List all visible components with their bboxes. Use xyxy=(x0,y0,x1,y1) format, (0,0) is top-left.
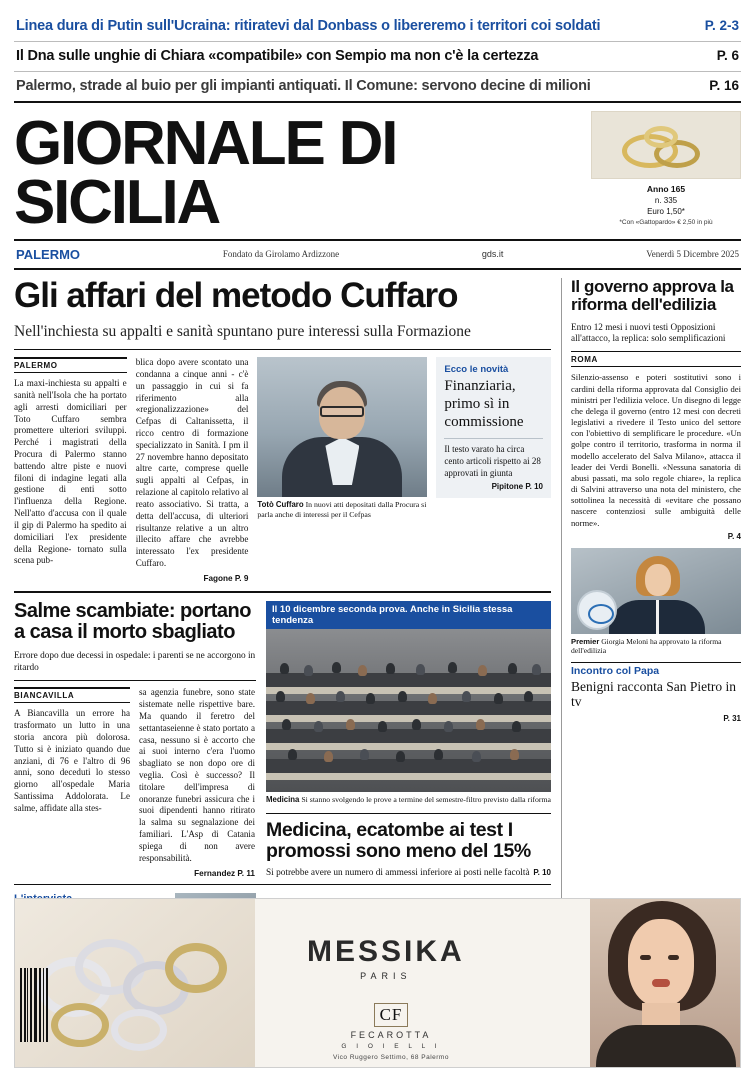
edition-date: Venerdì 5 Dicembre 2025 xyxy=(646,249,739,260)
teaser-item[interactable] xyxy=(14,12,741,42)
ad-jeweler-monogram: CF xyxy=(374,1003,409,1027)
teaser-item[interactable] xyxy=(14,42,741,72)
edition-price-note: *Con «Gattopardo» € 2,50 in più xyxy=(619,219,713,227)
lead-article xyxy=(14,350,551,583)
teaser-item[interactable] xyxy=(14,72,741,101)
lead-photo-caption xyxy=(257,500,427,519)
teaser-text: Il Dna sulle unghie di Chiara «compatibile» con Sempio ma non c'è la certezza xyxy=(16,48,539,64)
lead-photo-block xyxy=(257,357,427,583)
photo-caption-name: Totò Cuffaro xyxy=(257,500,304,510)
page-content xyxy=(14,270,741,976)
jewelry-promo-image xyxy=(591,111,741,179)
main-column xyxy=(14,275,551,976)
medicina-page: P. 10 xyxy=(533,867,551,877)
medicina-headline[interactable]: Medicina, ecatombe ai test I promossi sono meno del 15% xyxy=(266,818,531,862)
lead-body-1: La maxi-inchiesta su appalti e sanità nell'Isola che ha portato agli arresti domiciliari per Toto Cuffaro sembra promettere ulteriori sviluppi. Perché i magistrati della Procura di Palermo stanno battendo altre piste e nuovi filoni di indagine legati alla gestione di enti sotto l'influenza della Regione. Nell'atto d'accusa con il quale il gip di Palermo ha spedito ai domiciliari l'ex presidente della Regione- tornato sulla scena pub- xyxy=(14,378,127,566)
teaser-text: Palermo, strade al buio per gli impianti antiquati. Il Comune: servono decine di milioni xyxy=(16,78,591,94)
novita-title: Finanziaria, primo sì in commissione xyxy=(444,378,524,430)
photo-caption-text: Si stanno svolgendo le prove a termine del semestre-filtro previsto dalla riforma xyxy=(301,794,551,804)
ad-jeweler-name: FECAROTTA xyxy=(350,1030,432,1040)
barcode xyxy=(20,968,50,1054)
ad-jeweler-sub: G I O I E L L I xyxy=(341,1043,441,1050)
side-kicker: ROMA xyxy=(571,352,741,367)
ad-rings-image xyxy=(15,899,255,1067)
side-column xyxy=(561,278,741,976)
lead-text-column xyxy=(14,357,127,583)
edition-info xyxy=(591,184,741,228)
salme-article[interactable] xyxy=(14,601,256,878)
lead-text-column xyxy=(136,357,249,583)
photo-caption-name: Premier xyxy=(571,636,600,646)
website-url[interactable]: gds.it xyxy=(481,249,504,260)
masthead-promo xyxy=(591,111,741,228)
edition-city: PALERMO xyxy=(16,246,81,262)
medicina-article[interactable] xyxy=(266,601,551,878)
masthead xyxy=(14,103,741,237)
meloni-photo xyxy=(571,548,741,634)
teaser-page: P. 2-3 xyxy=(704,18,739,33)
novita-kicker: Ecco le novità xyxy=(444,364,509,376)
lead-subhead: Nell'inchiesta su appalti e sanità spuntano pure interessi sulla Formazione xyxy=(14,323,551,350)
teaser-bar xyxy=(14,0,741,103)
side-headline[interactable]: Il governo approva la riforma dell'edilizia xyxy=(571,276,734,315)
lead-headline[interactable]: Gli affari del metodo Cuffaro xyxy=(14,275,458,315)
side-body: Silenzio-assenso e poteri sostitutivi sono i cardini della riforma approvata dal Consiglio dei ministri per l'edilizia veloce. Un disegno di legge che delega il governo (entro 12 mesi con decreti legislativi a rivedere il Testo unico del settore con l'obiettivo di semplificare le procedure. «Un golpe contro il territorio, trasforma in norma il modello accelerato del Salva Milano», attacca il leader dei Verdi Bonelli. «Nessuna sanatoria di abusi passati, ma solo regole chiare», la replica di Salvini attraverso una nota del ministero, che sottolinea la necessità di «evitare che possano nascere contenziosi sulle ambiguità delle norme». xyxy=(571,372,741,528)
novita-byline: Pipitone P. 10 xyxy=(491,482,544,492)
teaser-page: P. 16 xyxy=(709,78,739,93)
founder-line: Fondato da Girolamo Ardizzone xyxy=(222,249,340,260)
photo-caption-name: Medicina xyxy=(266,794,300,804)
salme-body-2: sa agenzia funebre, sono state sistemate nelle rispettive bare. Ma quando il feretro del settantaseienne è stato portato a casa, nessuno si è accorto che ai suoi interno c'era l'uomo sbagliato se non dopo ore di veglia. Così è successo? Il titolare dell'impresa di onoranze funebri assicura che i suoi dipendenti hanno ritirato la salma su segnalazione dei familiari. L'Asp di Catania spiega di non avere responsabilità. xyxy=(139,687,255,863)
ad-jeweler-address: Vico Ruggero Settimo, 68 Palermo xyxy=(333,1054,449,1061)
novita-box[interactable] xyxy=(436,357,551,583)
medicina-strip: Il 10 dicembre seconda prova. Anche in Sicilia stessa tendenza xyxy=(266,601,551,629)
ad-model-photo xyxy=(590,899,740,1067)
teaser-text: Linea dura di Putin sull'Ucraina: ritiratevi dal Donbass o libereremo i territori coi soldati xyxy=(16,18,601,34)
lead-kicker: PALERMO xyxy=(14,357,127,373)
ad-brand-sub: PARIS xyxy=(360,971,412,981)
salme-kicker: BIANCAVILLA xyxy=(14,687,130,703)
salme-body-1: A Biancavilla un errore ha trasformato un lutto in una storia ancora più dolorosa. Tutto si è iniziato quando due anziani, di 76 e l'altro di 96 anni, sono deceduti lo stesso giorno all'ospedale Maria Santissima Addolorata. Le salme, affidate alla stes- xyxy=(14,708,130,813)
ad-text-block xyxy=(255,899,590,1067)
side-byline: P. 4 xyxy=(727,531,741,541)
side-subhead: Entro 12 mesi i nuovi testi Opposizioni all'attacco, la replica: solo semplificazioni xyxy=(571,322,741,353)
side-photo-caption xyxy=(571,637,741,656)
ad-jeweler-block xyxy=(333,1003,449,1061)
novita-body: Il testo varato ha circa cento articoli rispetto ai 28 approvati in giunta xyxy=(444,438,543,479)
papa-kicker: Incontro col Papa xyxy=(571,664,660,677)
edition-year: Anno 165 xyxy=(646,184,686,194)
cuffaro-photo xyxy=(257,357,427,497)
lead-byline: Fagone P. 9 xyxy=(203,573,249,583)
ad-brand-label: MESSIKA xyxy=(307,935,465,968)
papa-page: P. 31 xyxy=(723,713,741,723)
salme-byline: Fernandez P. 11 xyxy=(194,868,255,878)
medicina-deck: Si potrebbe avere un numero di ammessi inferiore ai posti nelle facoltà xyxy=(266,867,530,878)
photo-caption-text: Giorgia Meloni ha approvato la riforma dell'edilizia xyxy=(571,636,722,656)
ad-brand-name xyxy=(307,935,465,981)
papa-title[interactable]: Benigni racconta San Pietro in tv xyxy=(571,678,736,710)
newspaper-logo: GIORNALE DI SICILIA xyxy=(14,109,397,237)
masthead-bar xyxy=(14,241,741,270)
photo-caption-text: In nuovi atti depositati dalla Procura si parla anche di interessi per il Cefpas xyxy=(257,500,427,519)
teaser-page: P. 6 xyxy=(716,48,739,63)
edition-price: Euro 1,50* xyxy=(647,206,685,216)
bottom-advertisement[interactable] xyxy=(14,898,741,1068)
lead-body-2: blica dopo avere scontato una condanna a cinque anni - c'è un passaggio in cui si fa riferimento alla «regionalizzazione» del Cefpas di Caltanissetta, il ricco centro di formazione specializzato in Sanità. I pm il 27 novembre hanno depositato altre carte, comprese quelle sugli appalti al Cefpas, in relazione al capitolo relativo al reato associativo. Si tratta, a detta dell'accusa, di ulteriori risultanze relative a un altro illecito affare che avrebbe interessato l'ex presidente Cuffaro. xyxy=(135,357,249,568)
edition-number: n. 335 xyxy=(654,195,678,205)
medicina-photo-caption xyxy=(266,795,551,805)
secondary-section xyxy=(14,593,551,878)
salme-standfirst: Errore dopo due decessi in ospedale: i parenti se ne accorgono in ritardo xyxy=(14,650,256,681)
salme-headline[interactable]: Salme scambiate: portano a casa il morto sbagliato xyxy=(14,599,251,643)
lecture-hall-photo xyxy=(266,629,551,792)
